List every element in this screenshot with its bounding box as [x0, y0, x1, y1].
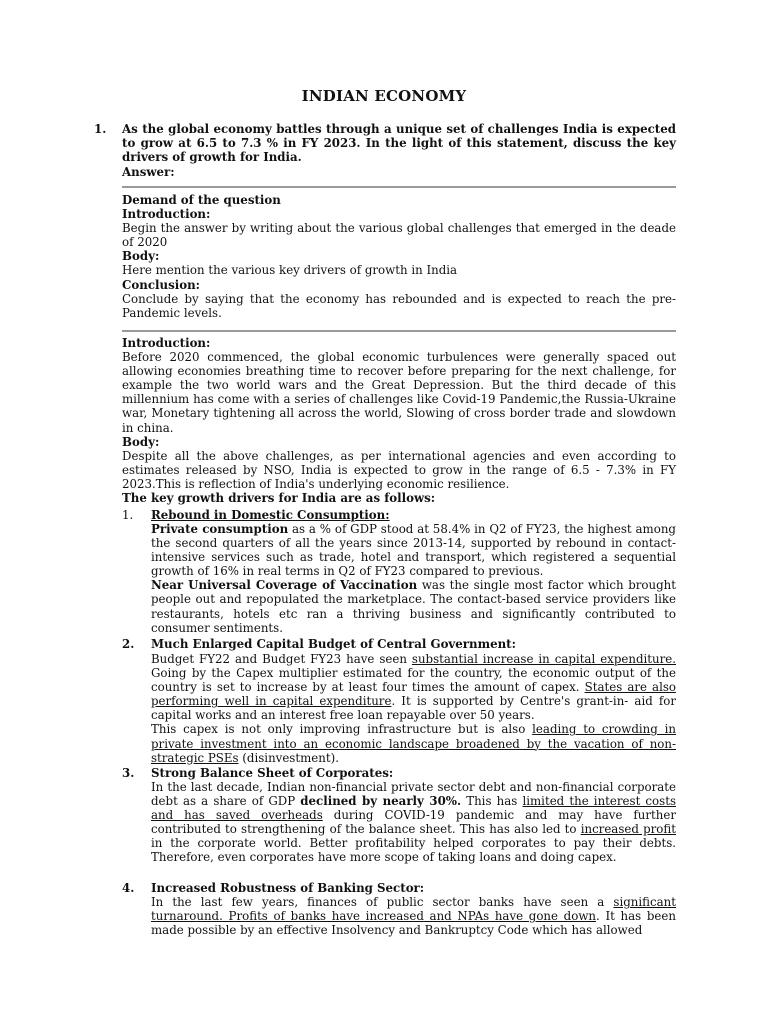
divider-top [122, 186, 676, 188]
demand-body-text: Here mention the various key drivers of growth in India [122, 263, 458, 278]
item-3-text-2: This has [461, 794, 523, 809]
item-4-paragraph [151, 895, 676, 937]
demand-section [122, 193, 676, 320]
item-1-number: 1. [122, 508, 134, 522]
item-3-underline-1: limited the interest costs and has saved overheads [151, 794, 676, 823]
answer-body-label: Body: [122, 434, 160, 449]
demand-conclusion-label: Conclusion: [122, 277, 200, 292]
item-1-p2-rest: was the single most factor which brought people out and repopulated the marketplace. The contact-based service providers like restaurants, hotels etc ran a thriving business and significantly contributed to consumer sentiments. [151, 578, 676, 635]
item-4-underline-1: significant turnaround. Profits of banks have increased and NPAs have gone down [151, 895, 676, 924]
divider-bottom [122, 330, 676, 332]
demand-intro-text: Begin the answer by writing about the various global challenges that emerged in the deade of 2020 [122, 221, 676, 250]
answer-intro-label: Introduction: [122, 336, 211, 350]
item-1-body [151, 522, 676, 635]
item-2-underline-3: leading to crowding in private investment into an economic landscape broadened by the vacation of non-strategic PSEs [151, 722, 676, 765]
item-4-heading: Increased Robustness of Banking Sector: [151, 881, 425, 895]
item-2-paragraph-2 [151, 722, 676, 764]
question-text: As the global economy battles through a unique set of challenges India is expected to grow at 6.5 to 7.3 % in FY 2023. In the light of this statement, discuss the key drivers of growth for India. [122, 122, 676, 165]
item-2-text-4: This capex is not only improving infrastructure but is also [151, 722, 533, 737]
item-2-underline-1: substantial increase in capital expenditure. [411, 652, 676, 666]
item-1-paragraph-1 [151, 522, 676, 578]
item-4-body [151, 895, 676, 937]
item-3-paragraph [151, 780, 676, 865]
item-3-bold-1: declined by nearly 30%. [300, 794, 462, 809]
question-number: 1. [94, 122, 107, 136]
item-4-text-2: . It has been made possible by an effective Insolvency and Bankruptcy Code which has allowed [151, 909, 676, 938]
item-3-text-1: In the last decade, Indian non-financial private sector debt and non-financial corporate debt as a share of GDP [151, 780, 676, 809]
item-1-p2-bold: Near Universal Coverage of Vaccination [151, 578, 418, 593]
item-1-p1-bold: Private consumption [151, 522, 289, 536]
demand-conclusion-text: Conclude by saying that the economy has rebounded and is expected to reach the pre-Pandemic levels. [122, 291, 676, 320]
demand-heading: Demand of the question [122, 193, 281, 207]
item-4-number: 4. [122, 881, 135, 895]
item-2-text-1: Budget FY22 and Budget FY23 have seen [151, 652, 412, 666]
item-2-paragraph [151, 652, 676, 722]
item-2-body [151, 652, 676, 765]
drivers-heading: The key growth drivers for India are as follows: [122, 491, 436, 506]
item-3-heading: Strong Balance Sheet of Corporates: [151, 766, 394, 780]
item-2-underline-2: States are also performing well in capital expenditure [151, 680, 677, 709]
answer-section [122, 336, 676, 505]
answer-label: Answer: [122, 165, 175, 179]
demand-intro-label: Introduction: [122, 207, 211, 222]
item-3-body [151, 780, 676, 865]
document-title: INDIAN ECONOMY [301, 87, 467, 105]
item-2-text-2: Going by the Capex multiplier estimated for the country, the economic output of the country is set to increase by at least four times the amount of capex. [151, 666, 676, 695]
item-3-number: 3. [122, 766, 135, 780]
item-1-paragraph-2 [151, 578, 676, 634]
item-3-text-3: during COVID-19 pandemic and may have further contributed to strengthening of the balance sheet. This has also led to [151, 808, 676, 837]
item-2-heading: Much Enlarged Capital Budget of Central Government: [151, 637, 516, 651]
item-4-text-1: In the last few years, finances of public sector banks have seen a [151, 895, 614, 909]
answer-intro-text: Before 2020 commenced, the global economic turbulences were generally spaced out allowing economies breathing time to recover before preparing for the next challenge, for example the two world wars and the Great Depression. But the third decade of this millennium has come with a series of challenges like Covid-19 Pandemic,the Russia-Ukraine war, Monetary tightening all across the world, Slowing of cross border trade and slowdown in china. [122, 350, 676, 435]
answer-body-text: Despite all the above challenges, as per international agencies and even according to estimates released by NSO, India is expected to grow in the range of 6.5 - 7.3% in FY 2023.This is reflection of India's underlying economic resilience. [122, 448, 676, 491]
item-2-text-3: . It is supported by Centre's grant-in- aid for capital works and an interest free loan repayable over 50 years. [151, 694, 676, 723]
item-3-text-4: in the corporate world. Better profitability helped corporates to pay their debts. Therefore, even corporates have more scope of taking loans and doing capex. [151, 836, 676, 865]
item-1-p1-rest: as a % of GDP stood at 58.4% in Q2 of FY23, the highest among the second quarters of all the years since 2013-14, supported by rebound in contact-intensive services such as trade, hotel and transport, which registered a sequential growth of 16% in real terms in Q2 of FY23 compared to previous. [151, 522, 676, 579]
item-2-text-5: (disinvestment). [238, 750, 339, 765]
item-3-underline-2: increased profit [580, 822, 676, 837]
item-1-heading: Rebound in Domestic Consumption: [151, 508, 390, 522]
demand-body-label: Body: [122, 249, 160, 264]
item-2-number: 2. [122, 637, 135, 651]
